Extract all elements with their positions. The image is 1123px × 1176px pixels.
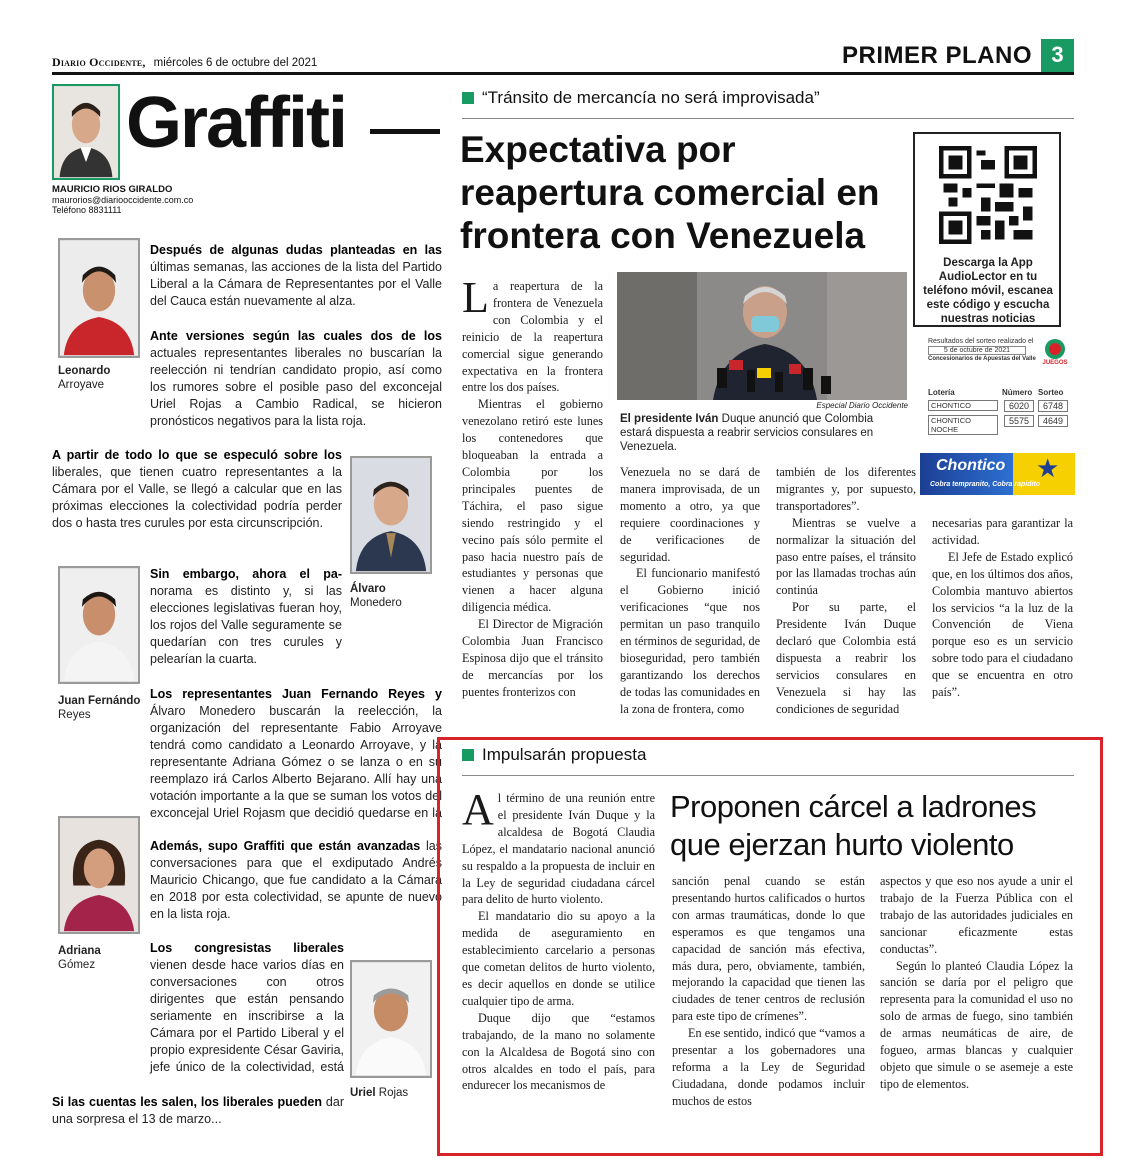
article2-kicker: Impulsarán propuesta: [462, 745, 646, 765]
qr-text: Descarga la App AudioLector en tu teléfono móvil, escanea este código y escucha nuestras noticias: [923, 257, 1053, 325]
lottery-box: [928, 338, 1074, 434]
kicker-square-icon: [462, 92, 474, 104]
qr-code-icon: [939, 146, 1037, 244]
author-email: maurorios@diariooccidente.com.co: [52, 195, 194, 205]
article1-photo-credit: Especial Diario Occidente: [816, 401, 908, 410]
article2-rule: [462, 775, 1074, 776]
graffiti-paragraph-3: A partir de todo lo que se especuló sobre los liberales, que tienen cuatro representantes a la Cámara por el Valle, se llegó a calcular que en las próximas elecciones la colectividad podría perder dos o hasta tres curules por esta circunscripción.: [52, 448, 342, 530]
article1-rule: [462, 118, 1074, 119]
juegos-logo: JUEGOS: [1038, 338, 1072, 368]
chontico-brand: Chontico: [936, 457, 1006, 474]
graffiti-paragraph-6: Además, supo Graffiti que están avanzadas las conversaciones para que el exdiputado Andrés Mauricio Chicango, que fue candidato a la Cámara en 2018 por esta colectividad, se apunte de nuevo en la lista roja.: [150, 839, 442, 921]
lottery-col-numero: Número: [1002, 388, 1033, 397]
article2-dropcap: A: [462, 785, 494, 834]
paper-name: Diario Occidente,: [52, 55, 146, 69]
graffiti-paragraph-5: Los representantes Juan Fernando Reyes y Álvaro Monedero buscarán la reelección, la organización del representante Fabio Arroyave tendrá como candidato a Leonardo Arroyave, y la representante Adriana Gómez o se lanza o en su reemplazo irá Carlos Alberto Bejarano. Allí hay una votación importante a la que se suman los votos del exconcejal Uriel Rojasm que decidió quedarse en la: [150, 687, 442, 820]
author-photo: [52, 84, 120, 180]
qr-box: [913, 132, 1061, 327]
caption-adriana: Adriana Gómez: [58, 945, 101, 971]
article1-column-4: necesarias para garantizar la actividad. El Jefe de Estado explicó que, en los últimos dos años, Colombia mantuvo abiertos los servicios “a la luz de la Convención de Viena porque eso es un servicio sobre todo para el ciudadano que se encuentra en otro país”.: [932, 516, 1073, 700]
author-name: MAURICIO RIOS GIRALDO: [52, 184, 173, 195]
issue-date: miércoles 6 de octubre del 2021: [153, 57, 318, 69]
graffiti-paragraph-1: Después de algunas dudas planteadas en las últimas semanas, las acciones de la lista del Partido Liberal a la Cámara de Representantes por el Valle del Cauca están nuevamente al alza.: [150, 243, 442, 308]
author-phone: Teléfono 8831111: [52, 205, 122, 215]
page-number: 3: [1041, 39, 1074, 72]
graffiti-paragraph-4: Sin embargo, ahora el pa-norama es distinto y, si las elecciones legislativas fueran hoy, los rojos del Valle seguramente se quedarían con tres curules y pelearían la cuarta.: [150, 567, 342, 666]
lottery-row: CHONTICO NOCHE 5575 4649: [928, 415, 1074, 435]
graffiti-paragraph-8: Si las cuentas les salen, los liberales pueden dar una sorpresa el 13 de marzo...: [52, 1095, 344, 1126]
article1-headline: Expectativa por reapertura comercial en frontera con Venezuela: [460, 129, 880, 256]
graffiti-paragraph-2: Ante versiones según las cuales dos de los actuales representantes liberales no buscarían la reelección ni tendrían candidato propio, así como los rumores sobre el posible paso del exconcejal Uriel Rojas a Cambio Radical, se hicieron pronósticos negativos para la lista roja.: [150, 329, 442, 428]
article1-photo: [617, 272, 907, 400]
photo-alvaro: [350, 456, 432, 574]
caption-leonardo: Leonardo Arroyave: [58, 365, 111, 391]
article1-photo-caption: El presidente Iván Duque anunció que Colombia estará dispuesta a reabrir servicios consulares en Venezuela.: [620, 413, 874, 453]
header-rule: [52, 72, 1074, 75]
lottery-row: CHONTICO 6020 6748: [928, 400, 1074, 411]
lottery-col-sorteo: Sorteo: [1038, 388, 1064, 397]
graffiti-paragraph-7: Los congresistas liberales vienen desde hace varios días en conversaciones con otros dirigentes que están pensando seriamente en inscribirse a la Cámara por el Partido Liberal y el propio expresidente César Gaviria, jefe único de la colectividad, está: [150, 941, 344, 1074]
article2-headline: Proponen cárcel a ladrones que ejerzan hurto violento: [670, 789, 1037, 862]
article2-column-3: aspectos y que eso nos ayude a unir el trabajo de la Fuerza Pública con el trabajo de las autoridades judiciales en sancionar eficazmente estas conductas”. Según lo planteó Claudia López la sanción se daría por el peligro que representa para la comunidad el uso no solo de armas de fuego, sino también de armas neumáticas de aire, de fogueo, armas blancas y cualquier objeto que simule o se asemeje a este tipo de elementos.: [880, 874, 1073, 1091]
caption-uriel: Uriel Rojas: [350, 1087, 409, 1099]
lottery-date: 5 de octubre de 2021: [928, 346, 1026, 355]
photo-juan-fernando: [58, 566, 140, 684]
article1-column-2: Venezuela no se dará de manera improvisada, de un momento a otro, ya que requiere coordinaciones y de verificaciones de seguridad. El funcionario manifestó el Gobierno inició verificaciones “que nos permitan un paso tranquilo en términos de seguridad, de bioseguridad, pero también garantizando los derechos de todas las comunidades en la zona de frontera, como: [620, 465, 760, 716]
graffiti-title-dash: [370, 129, 440, 134]
juegos-logo-icon: [1040, 338, 1070, 360]
kicker-square-icon: [462, 749, 474, 761]
graffiti-title: Graffiti: [126, 83, 347, 163]
article1-dropcap: L: [462, 273, 489, 322]
lottery-org: Concesionarios de Apuestas del Valle: [928, 356, 1036, 362]
photo-leonardo: [58, 238, 140, 358]
chontico-slogan: Cobra tempranito, Cobra rapidito: [930, 481, 1041, 488]
star-icon: ★: [1036, 454, 1060, 483]
article2-column-1: Al término de una reunión entre el presidente Iván Duque y la alcaldesa de Bogotá Claudia López, el mandatario nacional anunció su respaldo a la propuesta de incluir en la Ley de seguridad ciudadana cárcel para delito de hurto violento. El mandatario dio su apoyo a la medida de aseguramiento en establecimiento carcelario a personas que cometan delitos de hurto violento, es decir aquellos en donde se utilice cualquier tipo de arma. Duque dijo que “estamos trabajando, de la mano no solamente con la Alcaldesa de Bogotá sino con otros alcaldes en todo el país, para endurecer los mecanismos de: [462, 785, 655, 1093]
lottery-header: Resultados del sorteo realizado el: [928, 338, 1034, 345]
chontico-ad: [920, 453, 1075, 495]
photo-uriel: [350, 960, 432, 1078]
article1-column-3: también de los diferentes migrantes y, por supuesto, transportadores”. Mientras se vuelve a normalizar la situación del paso entre países, el tránsito por las llamadas trochas aún continúa Por su parte, el Presidente Iván Duque declaró que Colombia está dispuesta a reabrir los servicios consulares en Venezuela si hay las condiciones de seguridad: [776, 465, 916, 716]
article1-kicker: “Tránsito de mercancía no será improvisada”: [462, 88, 820, 108]
article2-column-2: sanción penal cuando se están presentando hurtos calificados o hurtos con armas traumáticas, donde lo que esperamos es que tengamos una capacidad de sanción más efectiva, más dura, pero, obviamente, también, mejorando la capacidad que tienen las ciudades de tener centros de reclusión para este tipo de crímenes”. En ese sentido, indicó que “vamos a presentar a los gobernadores una reforma a la Ley de Seguridad Ciudadana, donde podamos incluir muchos de estos: [672, 874, 865, 1108]
caption-juan-fernando: Juan Fernándo Reyes: [58, 695, 141, 721]
article1-column-1: La reapertura de la frontera de Venezuela con Colombia y el reinicio de la reapertura comercial sigue generando expectativa en la frontera entre los dos países. Mientras el gobierno venezolano retiró este lunes los contenedores que bloqueaban la entrada a Colombia por los principales puentes de Táchira, el paso sigue siendo restringido y el vecino país sólo permite el paso hacia nuestro país de estudiantes y personas que vienen a hacer alguna diligencia médica. El Director de Migración Colombia Juan Francisco Espinosa dijo que el tránsito de mercancías por los puentes fronterizos con: [462, 273, 603, 699]
lottery-col-name: Lotería: [928, 388, 955, 397]
photo-adriana: [58, 816, 140, 934]
caption-alvaro: Álvaro Monedero: [350, 583, 402, 609]
section-title: PRIMER PLANO: [841, 42, 1032, 69]
